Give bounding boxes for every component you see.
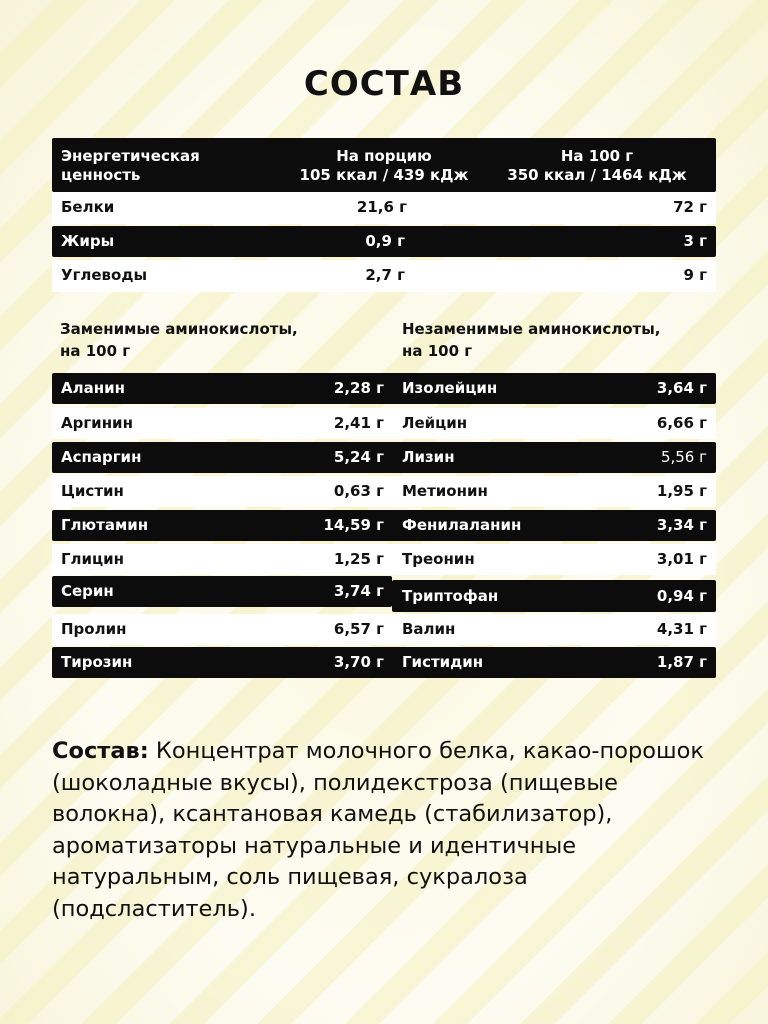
essential-amino-name: Треонин: [402, 550, 475, 568]
essential-amino-heading: [402, 318, 661, 362]
essential-amino-value: 4,31 г: [656, 620, 707, 638]
nutrient-name: Жиры: [61, 232, 115, 250]
per100-header-line2: 350 ккал / 1464 кДж: [507, 166, 687, 184]
energy-label-line2: ценность: [61, 166, 141, 184]
nutrient-row-protein: [52, 192, 716, 224]
replaceable-amino-name: Серин: [61, 582, 114, 600]
nutrient-row-carbs: [52, 260, 716, 292]
essential-heading-line1: Незаменимые аминокислоты,: [402, 320, 661, 338]
replaceable-amino-value: 14,59 г: [323, 516, 384, 534]
portion-header-line2: 105 ккал / 439 кДж: [299, 166, 469, 184]
energy-label: [61, 147, 200, 185]
amino-row: [52, 510, 716, 541]
amino-row: [52, 373, 716, 404]
essential-amino-value: 1,87 г: [656, 653, 707, 671]
replaceable-heading-line1: Заменимые аминокислоты,: [60, 320, 298, 338]
replaceable-amino-value: 5,24 г: [333, 448, 384, 466]
nutrient-name: Углеводы: [61, 266, 148, 284]
amino-row-left: [52, 576, 392, 607]
amino-row: [52, 544, 716, 575]
nutrient-portion: 2,7 г: [365, 266, 405, 284]
replaceable-amino-heading: [60, 318, 298, 362]
replaceable-amino-name: Аргинин: [61, 414, 133, 432]
energy-label-line1: Энергетическая: [61, 147, 200, 165]
nutrient-per100: 72 г: [673, 198, 707, 216]
composition-text: Концентрат молочного белка, какао-порошок (шоколадные вкусы), полидекстроза (пищевые волокна), ксантановая камедь (стабилизатор), ароматизаторы натуральные и идентичные натуральным, соль пищевая, сукралоза (подсластитель).: [52, 738, 704, 922]
essential-amino-value: 1,95 г: [656, 482, 707, 500]
portion-header: [264, 147, 504, 185]
replaceable-amino-value: 2,28 г: [333, 379, 384, 397]
nutrient-row-fat: [52, 226, 716, 257]
essential-amino-name: Лизин: [402, 448, 455, 466]
replaceable-amino-name: Аланин: [61, 379, 125, 397]
essential-amino-value: 3,34 г: [656, 516, 707, 534]
amino-row: [52, 408, 716, 439]
essential-amino-name: Метионин: [402, 482, 488, 500]
per100-header: [487, 147, 707, 185]
replaceable-amino-name: Глицин: [61, 550, 125, 568]
replaceable-amino-value: 6,57 г: [333, 620, 384, 638]
nutrient-portion: 0,9 г: [365, 232, 405, 250]
essential-amino-name: Валин: [402, 620, 456, 638]
replaceable-amino-name: Пролин: [61, 620, 127, 638]
replaceable-amino-value: 0,63 г: [333, 482, 384, 500]
nutrient-name: Белки: [61, 198, 115, 216]
essential-amino-name: Триптофан: [402, 587, 499, 605]
nutrient-per100: 3 г: [683, 232, 707, 250]
amino-row: [52, 442, 716, 473]
essential-amino-value: 0,94 г: [656, 587, 707, 605]
essential-amino-name: Гистидин: [402, 653, 484, 671]
replaceable-amino-name: Цистин: [61, 482, 124, 500]
amino-row: [52, 476, 716, 507]
essential-amino-value: 3,01 г: [656, 550, 707, 568]
nutrient-per100: 9 г: [683, 266, 707, 284]
energy-header-row: [52, 138, 716, 192]
replaceable-amino-value: 2,41 г: [333, 414, 384, 432]
per100-header-line1: На 100 г: [560, 147, 634, 165]
composition-paragraph: [52, 736, 720, 925]
essential-amino-name: Изолейцин: [402, 379, 498, 397]
replaceable-amino-value: 1,25 г: [333, 550, 384, 568]
essential-amino-value: 5,56 г: [660, 448, 707, 466]
amino-row: [52, 614, 716, 645]
essential-amino-value: 6,66 г: [656, 414, 707, 432]
replaceable-amino-value: 3,74 г: [333, 582, 384, 600]
essential-amino-value: 3,64 г: [656, 379, 707, 397]
replaceable-amino-name: Глютамин: [61, 516, 149, 534]
nutrient-portion: 21,6 г: [356, 198, 407, 216]
replaceable-amino-name: Аспаргин: [61, 448, 142, 466]
replaceable-amino-value: 3,70 г: [333, 653, 384, 671]
amino-row: [52, 647, 716, 678]
replaceable-heading-line2: на 100 г: [60, 342, 131, 360]
page-title: СОСТАВ: [303, 64, 465, 104]
essential-amino-name: Фенилаланин: [402, 516, 522, 534]
composition-label: Состав:: [52, 738, 149, 764]
essential-amino-name: Лейцин: [402, 414, 468, 432]
portion-header-line1: На порцию: [336, 147, 432, 165]
amino-row-right: [392, 580, 716, 612]
replaceable-amino-name: Тирозин: [61, 653, 133, 671]
essential-heading-line2: на 100 г: [402, 342, 473, 360]
